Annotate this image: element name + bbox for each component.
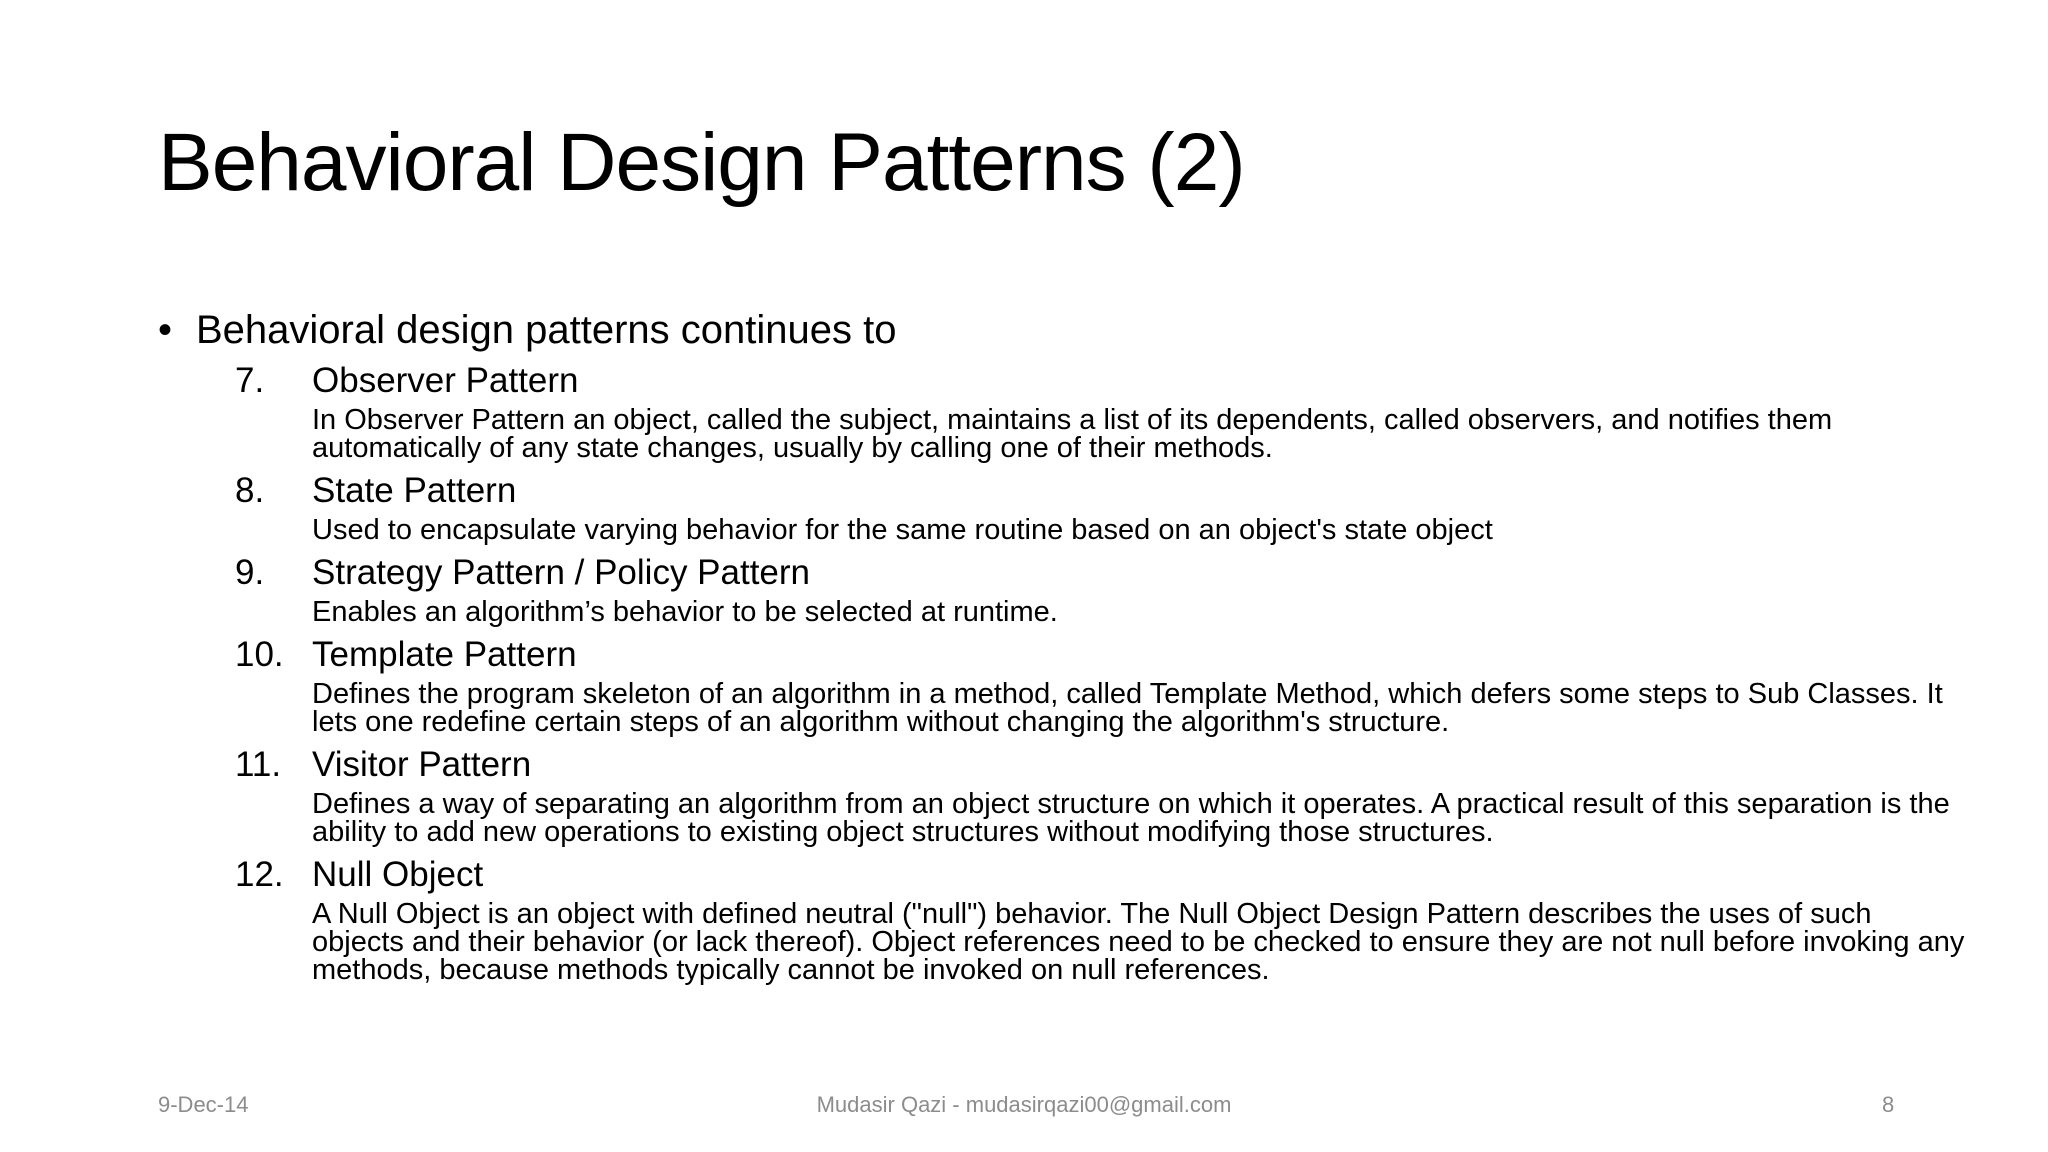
item-description: Used to encapsulate varying behavior for the same routine based on an object's state object xyxy=(312,514,1493,546)
item-description: In Observer Pattern an object, called the subject, maintains a list of its dependents, called observers, and notifies them automatically of any state changes, usually by calling one of their methods. xyxy=(312,404,1833,464)
item-heading xyxy=(235,552,2008,594)
item-name: Observer Pattern xyxy=(312,361,579,400)
item-name: Visitor Pattern xyxy=(312,745,532,784)
list-item xyxy=(235,854,2008,984)
item-name: Strategy Pattern / Policy Pattern xyxy=(312,553,811,592)
item-heading xyxy=(235,744,2008,786)
item-number: 9. xyxy=(235,553,265,592)
item-number: 10. xyxy=(235,635,284,674)
list-item xyxy=(235,744,2008,846)
footer-page-number: 8 xyxy=(1882,1092,1895,1117)
bullet-glyph: • xyxy=(158,308,173,352)
item-name: Null Object xyxy=(312,855,484,894)
item-number: 7. xyxy=(235,361,265,400)
footer-author: Mudasir Qazi - mudasirqazi00@gmail.com xyxy=(816,1092,1232,1117)
item-name: Template Pattern xyxy=(312,635,577,674)
list-item xyxy=(235,470,2008,544)
item-number: 8. xyxy=(235,471,265,510)
list-item xyxy=(235,360,2008,462)
item-description: A Null Object is an object with defined neutral ("null") behavior. The Null Object Design Pattern describes the uses of such objects and their behavior (or lack thereof). Object references need to be checked to ensure they are not null before invoking any methods, because methods typically cannot be invoked on null references. xyxy=(312,898,1965,986)
bullet-point xyxy=(158,306,2008,354)
item-description: Enables an algorithm’s behavior to be selected at runtime. xyxy=(312,596,1058,628)
list-item xyxy=(235,634,2008,736)
pattern-list xyxy=(235,360,2008,984)
item-heading xyxy=(235,634,2008,676)
item-number: 11. xyxy=(235,745,282,784)
footer-date: 9-Dec-14 xyxy=(158,1092,249,1117)
bullet-text: Behavioral design patterns continues to xyxy=(196,308,897,352)
list-item xyxy=(235,552,2008,626)
item-number: 12. xyxy=(235,855,284,894)
item-heading xyxy=(235,360,2008,402)
slide-title: Behavioral Design Patterns (2) xyxy=(158,117,1245,208)
item-description: Defines a way of separating an algorithm from an object structure on which it operates. A practical result of this separation is the ability to add new operations to existing object structures without modifying those structures. xyxy=(312,788,1950,848)
item-heading xyxy=(235,854,2008,896)
item-name: State Pattern xyxy=(312,471,517,510)
item-heading xyxy=(235,470,2008,512)
item-description: Defines the program skeleton of an algorithm in a method, called Template Method, which defers some steps to Sub Classes. It lets one redefine certain steps of an algorithm without changing the algorithm's structure. xyxy=(312,678,1943,738)
slide-body xyxy=(158,306,2008,992)
